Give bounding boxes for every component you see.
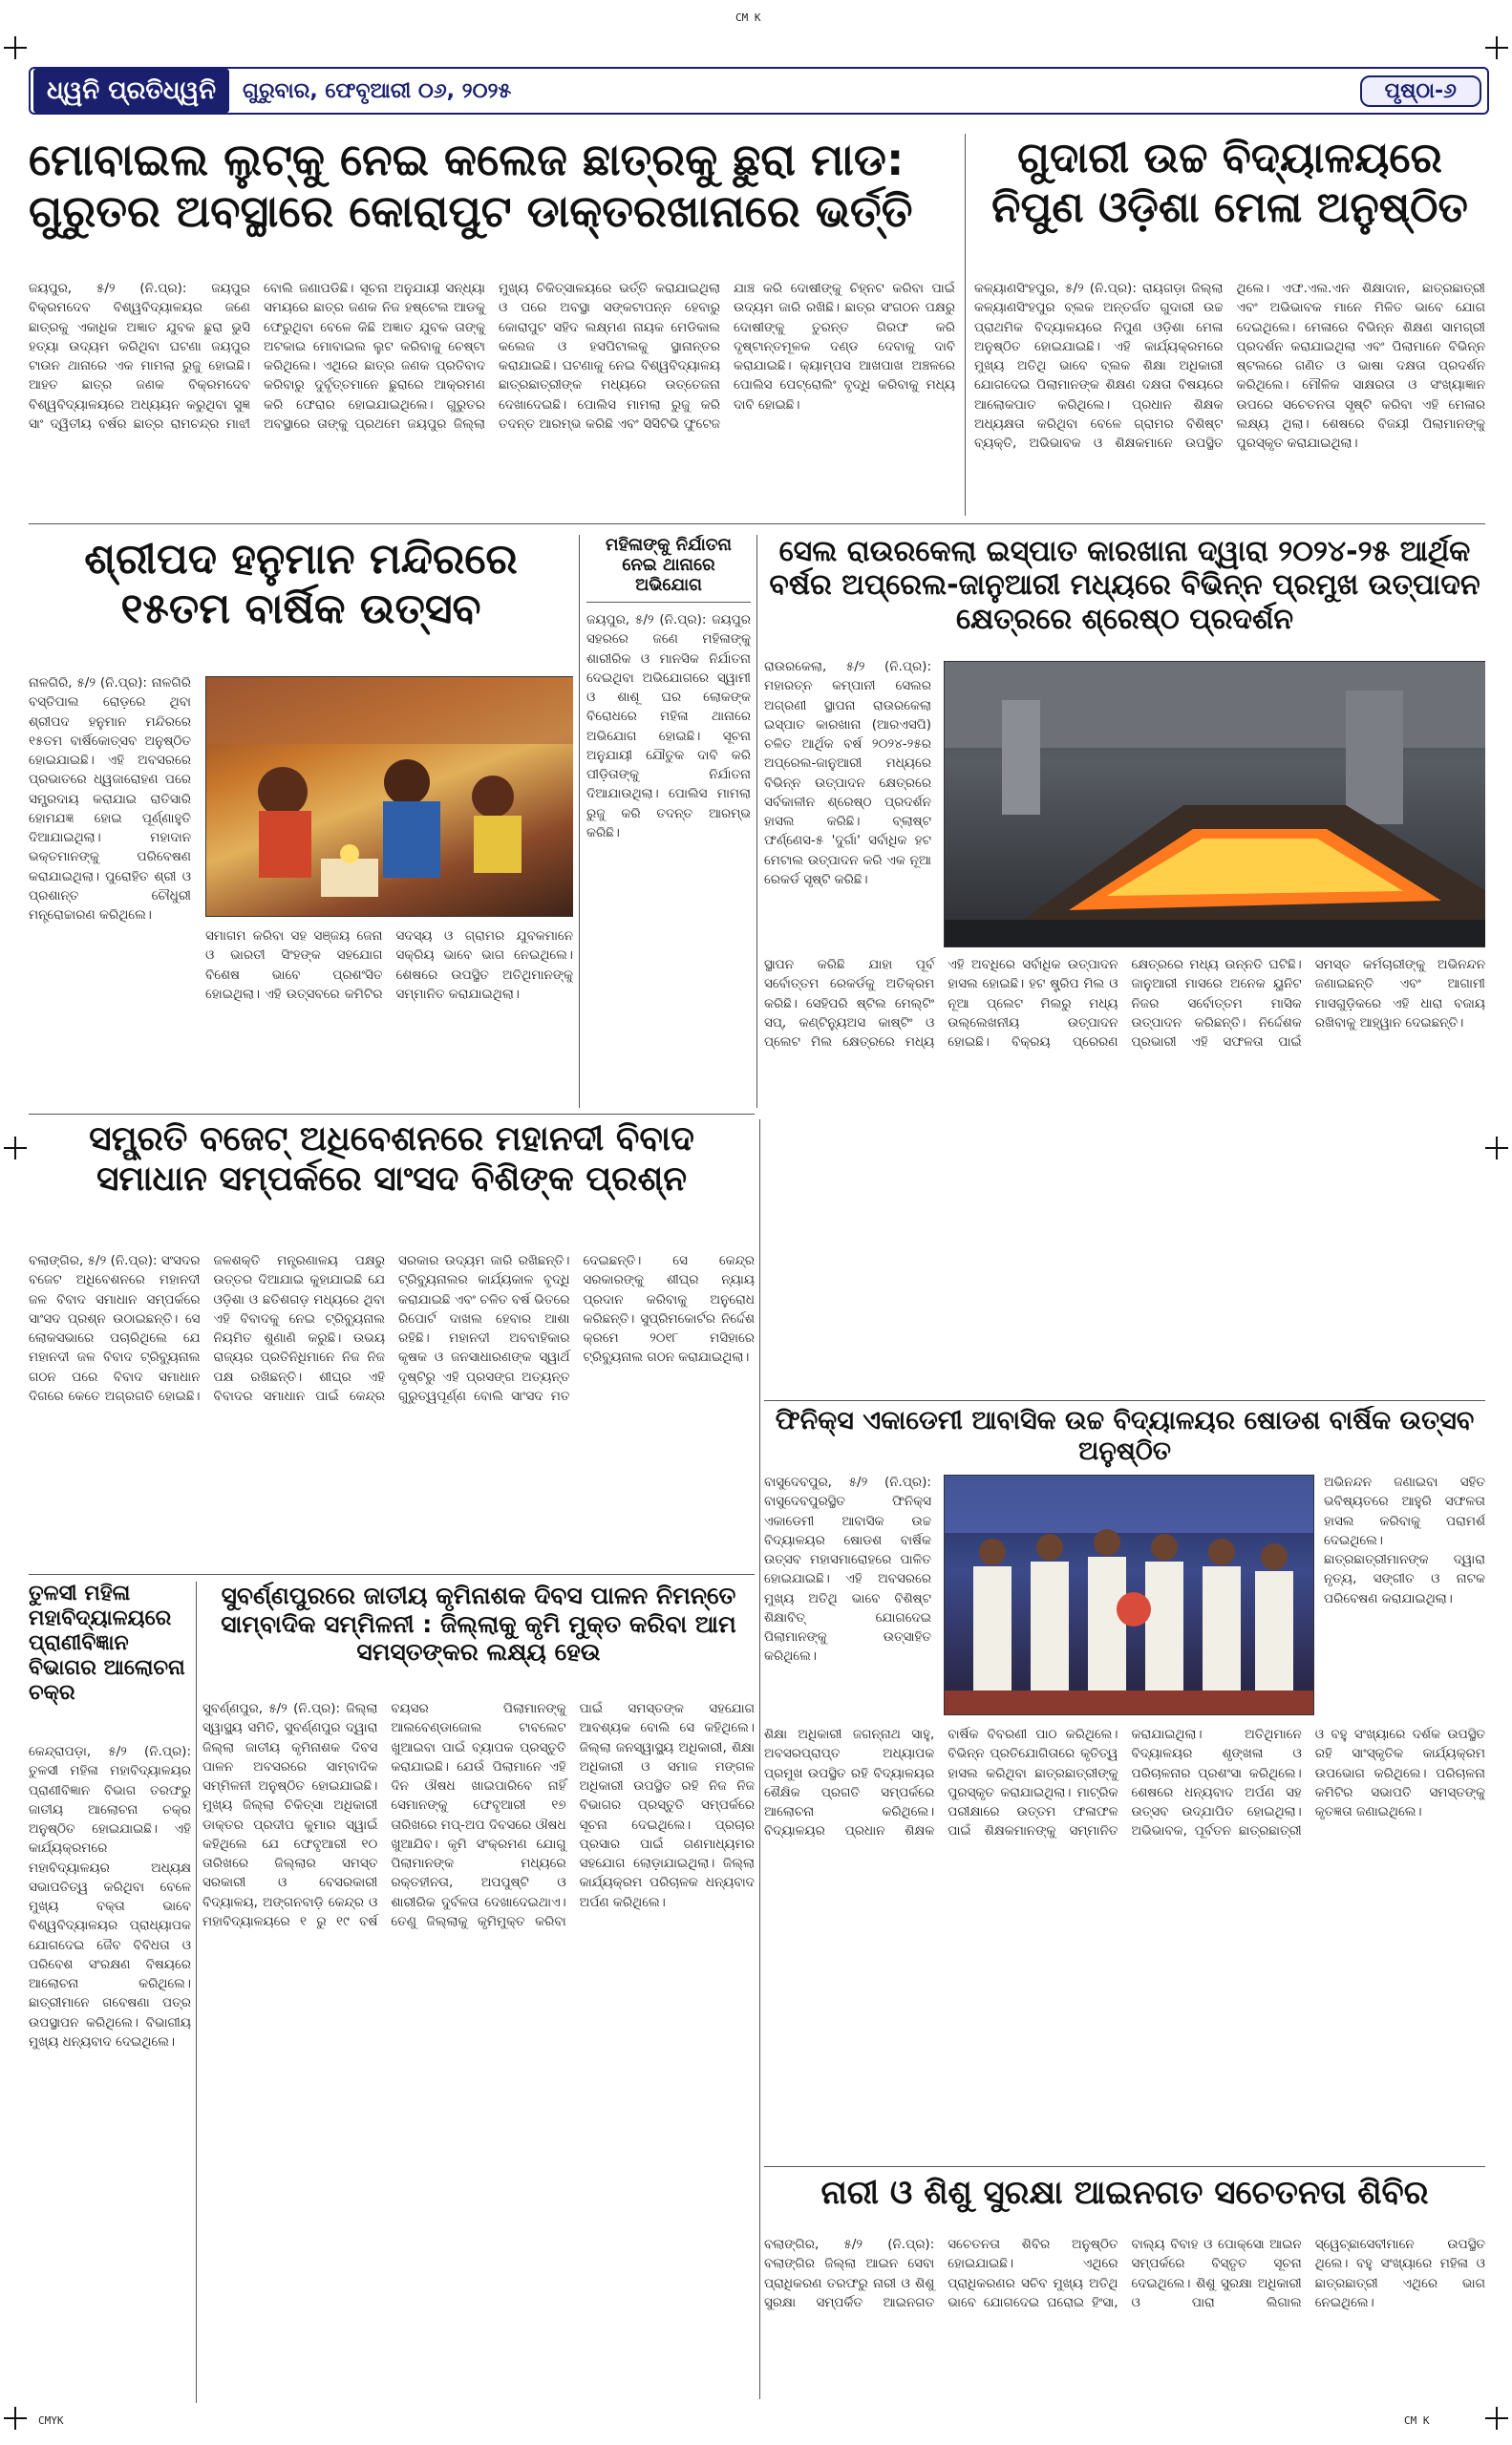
article-legal-awareness xyxy=(764,2174,1485,2399)
article-body-left: ନାଳଗିରି, ୫/୨ (ନି.ପ୍ର): ନାଳଗିରି ବସ୍ତିପାଲ ରୋଡ଼ରେ ଥିବା ଶ୍ରୀପଦ ହନୁମାନ ମନ୍ଦିରରେ ୧୫ତମ ବାର୍ଷିକୋତ୍ସବ ଅନୁଷ୍ଠିତ ହୋଇଯାଇଛି। ଏହି ଅବସରରେ ପ୍ରଭାତରେ ଧ୍ୱଜାରୋହଣ ପରେ ସମ୍ପ୍ରଦାୟ କରାଯାଇ ରାତିସାରି ହୋମଯଜ୍ଞ ହୋଇ ପୂର୍ଣ୍ଣାହୁତି ଦିଆଯାଇଥିଲା। ମହାଦାନ ଭକ୍ତମାନଙ୍କୁ ପରିବେଷଣ କରାଯାଇଥିଲା। ପୁରୋହିତ ଶ୍ରୀ ଓ ପ୍ରଶାନ୍ତ ଚୌଧୁରୀ ମନ୍ତ୍ରୋଚ୍ଚାରଣ କରିଥିଲେ। xyxy=(29,675,191,923)
cmyk-mark-top: CM K xyxy=(735,11,761,24)
registration-cross-icon xyxy=(1485,36,1508,59)
masthead xyxy=(29,67,1489,115)
headline: ସମ୍ପ୍ରତି ବଜେଟ୍ ଅଧିବେଶନରେ ମହାନଦୀ ବିବାଦ ସମାଧାନ ସମ୍ପର୍କରେ ସାଂସଦ ବିଶିଙ୍କ ପ୍ରଶ୍ନ xyxy=(89,1119,694,1200)
registration-cross-icon xyxy=(4,1137,27,1159)
steel-plant-photo xyxy=(944,661,1485,947)
section-divider xyxy=(29,1114,755,1115)
article-nipun-odisha xyxy=(974,134,1485,516)
article-body: ବଲାଙ୍ଗିର, ୫/୨ (ନି.ପ୍ର): ବଲାଙ୍ଗିର ଜିଲ୍ଲା ଆଇନ ସେବା ପ୍ରାଧିକରଣ ତରଫରୁ ନାରୀ ଓ ଶିଶୁ ସୁରକ୍ଷା ସମ୍ପର୍କିତ ଆଇନଗତ ସଚେତନତା ଶିବିର ଅନୁଷ୍ଠିତ ହୋଇଯାଇଛି। ଏଥିରେ ପ୍ରାଧିକରଣର ସଚିବ ମୁଖ୍ୟ ଅତିଥି ଭାବେ ଯୋଗଦେଇ ଘରୋଇ ହିଂସା, ବାଲ୍ୟ ବିବାହ ଓ ପୋକ୍ସୋ ଆଇନ ସମ୍ପର୍କରେ ବିସ୍ତୃତ ସୂଚନା ଦେଇଥିଲେ। ଶିଶୁ ସୁରକ୍ଷା ଅଧିକାରୀ ଓ ପାରା ଲିଗାଲ ସ୍ୱେଚ୍ଛାସେବୀମାନେ ଉପସ୍ଥିତ ଥିଲେ। ବହୁ ସଂଖ୍ୟାରେ ମହିଳା ଓ ଛାତ୍ରଛାତ୍ରୀ ଏଥିରେ ଭାଗ ନେଇଥିଲେ। xyxy=(764,2237,1485,2310)
article-body: ଜୟପୁର, ୫/୨ (ନି.ପ୍ର): ଜୟପୁର ବିକ୍ରମଦେବ ବିଶ୍ୱବିଦ୍ୟାଳୟର ଜଣେ ଛାତ୍ରକୁ ଏକାଧିକ ଅଜ୍ଞାତ ଯୁବକ ଛୁରା ଭୁସି ହତ୍ୟା ଉଦ୍ୟମ କରିଥିବା ଘଟଣା ଜୟପୁର ଟାଉନ ଥାନାରେ ଏକ ମାମଲା ରୁଜୁ ହୋଇଛି। ଆହତ ଛାତ୍ର ଜଣକ ବିକ୍ରମଦେବ ବିଶ୍ୱବିଦ୍ୟାଳୟରେ ଅଧ୍ୟୟନ କରୁଥିବା ସୁଜ୍ଞ ସାଂ ଦ୍ୱିତୀୟ ବର୍ଷର ଛାତ୍ର ରାମଚନ୍ଦ୍ର ମାଝୀ ବୋଲି ଜଣାପଡିଛି। ସୂଚନା ଅନୁଯାୟୀ ସନ୍ଧ୍ୟା ସମୟରେ ଛାତ୍ର ଜଣକ ନିଜ ହଷ୍ଟେଲ ଆଡକୁ ଫେରୁଥିବା ବେଳେ କିଛି ଅଜ୍ଞାତ ଯୁବକ ତାଙ୍କୁ ଅଟକାଇ ମୋବାଇଲ ଲୁଟ କରିବାକୁ ଚେଷ୍ଟା କରିଥିଲେ। ଏଥିରେ ଛାତ୍ର ଜଣକ ପ୍ରତିବାଦ କରିବାରୁ ଦୁର୍ବୃତ୍ତମାନେ ଛୁରାରେ ଆକ୍ରମଣ କରି ଫେରାର ହୋଇଯାଇଥିଲେ। ଗୁରୁତର ଅବସ୍ଥାରେ ତାଙ୍କୁ ପ୍ରଥମେ ଜୟପୁର ଜିଲ୍ଲା ମୁଖ୍ୟ ଚିକିତ୍ସାଳୟରେ ଭର୍ତ୍ତି କରାଯାଇଥିଲା ଓ ପରେ ଅବସ୍ଥା ସଙ୍କଟାପନ୍ନ ହେବାରୁ କୋରାପୁଟ ସହିଦ ଲକ୍ଷ୍ମଣ ନାୟକ ମେଡିକାଲ କଲେଜ ଓ ହସପିଟାଲକୁ ସ୍ଥାନାନ୍ତର କରାଯାଇଛି। ଘଟଣାକୁ ନେଇ ବିଶ୍ୱବିଦ୍ୟାଳୟ ଛାତ୍ରଛାତ୍ରୀଙ୍କ ମଧ୍ୟରେ ଉତ୍ତେଜନା ଦେଖାଦେଇଛି। ପୋଲିସ ମାମଲା ରୁଜୁ କରି ତଦନ୍ତ ଆରମ୍ଭ କରିଛି ଏବଂ ସିସିଟିଭି ଫୁଟେଜ ଯାଞ୍ଚ କରି ଦୋଷୀଙ୍କୁ ଚିହ୍ନଟ କରିବା ପାଇଁ ଉଦ୍ୟମ ଜାରି ରଖିଛି। ଛାତ୍ର ସଂଗଠନ ପକ୍ଷରୁ ଦୋଷୀଙ୍କୁ ତୁରନ୍ତ ଗିରଫ କରି ଦୃଷ୍ଟାନ୍ତମୂଳକ ଦଣ୍ଡ ଦେବାକୁ ଦାବି କରାଯାଇଛି। କ୍ୟାମ୍ପସ ଆଖପାଖ ଅଞ୍ଚଳରେ ପୋଲିସ ପେଟ୍ରୋଲିଂ ବୃଦ୍ଧି କରିବାକୁ ମଧ୍ୟ ଦାବି ହୋଇଛି। xyxy=(29,281,955,432)
headline: ଶ୍ରୀପଦ ହନୁମାନ ମନ୍ଦିରରେ ୧୫ତମ ବାର୍ଷିକ ଉତ୍ସବ xyxy=(84,535,518,633)
section-divider xyxy=(29,1574,755,1575)
article-body: କଳ୍ୟାଣସିଂହପୁର, ୫/୨ (ନି.ପ୍ର): ରାୟଗଡ଼ା ଜିଲ୍ଲା କଳ୍ୟାଣସିଂହପୁର ବ୍ଲକ ଅନ୍ତର୍ଗତ ଗୁଦାରୀ ଉଚ୍ଚ ପ୍ରାଥମିକ ବିଦ୍ୟାଳୟରେ ନିପୁଣ ଓଡ଼ିଶା ମେଳା ଅନୁଷ୍ଠିତ ହୋଇଯାଇଛି। ଏହି କାର୍ଯ୍ୟକ୍ରମରେ ମୁଖ୍ୟ ଅତିଥି ଭାବେ ବ୍ଲକ ଶିକ୍ଷା ଅଧିକାରୀ ଯୋଗଦେଇ ପିଲାମାନଙ୍କ ଶିକ୍ଷଣ ଦକ୍ଷତା ବିଷୟରେ ଆଲୋକପାତ କରିଥିଲେ। ପ୍ରଧାନ ଶିକ୍ଷକ ଅଧ୍ୟକ୍ଷତା କରିଥିବା ବେଳେ ଗ୍ରାମର ବିଶିଷ୍ଟ ବ୍ୟକ୍ତି, ଅଭିଭାବକ ଓ ଶିକ୍ଷକମାନେ ଉପସ୍ଥିତ ଥିଲେ। ଏଫ.ଏଲ.ଏନ ଶିକ୍ଷାଦାନ, ଛାତ୍ରଛାତ୍ରୀ ଏବଂ ଅଭିଭାବକ ମାନେ ମିଳିତ ଭାବେ ଯୋଗ ଦେଇଥିଲେ। ମେଳାରେ ବିଭିନ୍ନ ଶିକ୍ଷଣ ସାମଗ୍ରୀ ପ୍ରଦର୍ଶନ କରାଯାଇଥିଲା ଏବଂ ପିଲାମାନେ ବିଭିନ୍ନ ଷ୍ଟଲରେ ଗଣିତ ଓ ଭାଷା ଦକ୍ଷତା ପ୍ରଦର୍ଶନ କରିଥିଲେ। ମୌଳିକ ସାକ୍ଷରତା ଓ ସଂଖ୍ୟାଜ୍ଞାନ ଉପରେ ସଚେତନତା ସୃଷ୍ଟି କରିବା ଏହି ମେଳାର ଲକ୍ଷ୍ୟ ଥିଲା। ଶେଷରେ ବିଜୟୀ ପିଲାମାନଙ୍କୁ ପୁରସ୍କୃତ କରାଯାଇଥିଲା। xyxy=(974,281,1485,451)
temple-ritual-photo xyxy=(205,676,573,917)
article-deworming-day xyxy=(202,1582,755,2403)
column-rule xyxy=(759,1119,760,2399)
section-divider xyxy=(764,2166,1485,2167)
column-rule xyxy=(965,134,966,516)
dateline: ଗୁରୁବାର, ଫେବୃଆରୀ ୦୬, ୨୦୨୫ xyxy=(243,78,512,103)
headline: ତୁଳସୀ ମହିଳା ମହାବିଦ୍ୟାଳୟରେ ପ୍ରାଣୀବିଜ୍ଞାନ ବିଭାଗର ଆଲୋଚନା ଚକ୍ର xyxy=(29,1582,185,1705)
article-tulasi-college xyxy=(29,1582,191,2403)
article-body-top: ରାଉରକେଲା, ୫/୨ (ନି.ପ୍ର): ମହାରତ୍ନ କମ୍ପାନୀ ସେଲର ଅଗ୍ରଣୀ ସ୍ଥାପନା ରାଉରକେଲା ଇସ୍ପାତ କାରଖାନା (ଆରଏସପି) ଚଳିତ ଆର୍ଥିକ ବର୍ଷ ୨୦୨୪-୨୫ର ଅପ୍ରେଲ-ଜାନୁଆରୀ ମଧ୍ୟରେ ବିଭିନ୍ନ ଉତ୍ପାଦନ କ୍ଷେତ୍ରରେ ସର୍ବକାଳୀନ ଶ୍ରେଷ୍ଠ ପ୍ରଦର୍ଶନ ହାସଲ କରିଛି। ବ୍ଲାଷ୍ଟ ଫର୍ଣ୍ଣେସ-୫ 'ଦୁର୍ଗା' ସର୍ବାଧିକ ହଟ ମେଟାଲ ଉତ୍ପାଦନ କରି ଏକ ନୂଆ ରେକର୍ଡ ସୃଷ୍ଟି କରିଛି। xyxy=(764,659,931,887)
newspaper-brand: ଧ୍ୱନି ପ୍ରତିଧ୍ୱନି xyxy=(33,69,229,113)
headline: ସୁବର୍ଣ୍ଣପୁରରେ ଜାତୀୟ କୃମିନାଶକ ଦିବସ ପାଳନ ନିମନ୍ତେ ସାମ୍ବାଦିକ ସମ୍ମିଳନୀ : ଜିଲ୍ଲାକୁ କୃମି ମୁକ୍ତ କରିବା ଆମ ସମସ୍ତଙ୍କର ଲକ୍ଷ୍ୟ ହେଉ xyxy=(221,1582,736,1666)
headline: ସେଲ ରାଉରକେଲା ଇସ୍ପାତ କାରଖାନା ଦ୍ୱାରା ୨୦୨୪-୨୫ ଆର୍ଥିକ ବର୍ଷର ଅପ୍ରେଲ-ଜାନୁଆରୀ ମଧ୍ୟରେ ବିଭିନ୍ନ ପ୍ରମୁଖ ଉତ୍ପାଦନ କ୍ଷେତ୍ରରେ ଶ୍ରେଷ୍ଠ ପ୍ରଦର୍ଶନ xyxy=(769,535,1480,636)
column-rule xyxy=(196,1582,197,2403)
article-body: ବଲାଙ୍ଗିର, ୫/୨ (ନି.ପ୍ର): ସଂସଦର ବଜେଟ ଅଧିବେଶନରେ ମହାନଦୀ ଜଳ ବିବାଦ ସମାଧାନ ସମ୍ପର୍କରେ ସାଂସଦ ପ୍ରଶ୍ନ ଉଠାଇଛନ୍ତି। ସେ ଲୋକସଭାରେ ପଚାରିଥିଲେ ଯେ ମହାନଦୀ ଜଳ ବିବାଦ ଟ୍ରିବ୍ୟୁନାଲ ଗଠନ ପରେ ବିବାଦ ସମାଧାନ ଦିଗରେ କେତେ ଅଗ୍ରଗତି ହୋଇଛି। ଜଳଶକ୍ତି ମନ୍ତ୍ରଣାଳୟ ପକ୍ଷରୁ ଉତ୍ତର ଦିଆଯାଇ କୁହାଯାଇଛି ଯେ ଓଡ଼ିଶା ଓ ଛତିଶଗଡ଼ ମଧ୍ୟରେ ଥିବା ଏହି ବିବାଦକୁ ନେଇ ଟ୍ରିବ୍ୟୁନାଲ ନିୟମିତ ଶୁଣାଣି କରୁଛି। ଉଭୟ ରାଜ୍ୟର ପ୍ରତିନିଧିମାନେ ନିଜ ନିଜ ପକ୍ଷ ରଖିଛନ୍ତି। ଶୀଘ୍ର ଏହି ବିବାଦର ସମାଧାନ ପାଇଁ କେନ୍ଦ୍ର ସରକାର ଉଦ୍ୟମ ଜାରି ରଖିଛନ୍ତି। ଟ୍ରିବ୍ୟୁନାଲର କାର୍ଯ୍ୟକାଳ ବୃଦ୍ଧି କରାଯାଇଛି ଏବଂ ଚଳିତ ବର୍ଷ ଭିତରେ ରିପୋର୍ଟ ଦାଖଲ ହେବାର ଆଶା ରହିଛି। ମହାନଦୀ ଅବବାହିକାର କୃଷକ ଓ ଜନସାଧାରଣଙ୍କ ସ୍ୱାର୍ଥ ଦୃଷ୍ଟିରୁ ଏହି ପ୍ରସଙ୍ଗ ଅତ୍ୟନ୍ତ ଗୁରୁତ୍ୱପୂର୍ଣ୍ଣ ବୋଲି ସାଂସଦ ମତ ଦେଇଛନ୍ତି। ସେ କେନ୍ଦ୍ର ସରକାରଙ୍କୁ ଶୀଘ୍ର ନ୍ୟାୟ ପ୍ରଦାନ କରିବାକୁ ଅନୁରୋଧ କରିଛନ୍ତି। ସୁପ୍ରିମକୋର୍ଟର ନିର୍ଦ୍ଦେଶ କ୍ରମେ ୨୦୧୮ ମସିହାରେ ଟ୍ରିବ୍ୟୁନାଲ ଗଠନ କରାଯାଇଥିଲା। xyxy=(29,1253,755,1404)
article-body-bottom: ଶିକ୍ଷା ଅଧିକାରୀ ଜଗନ୍ନାଥ ସାହୁ, ଅବସରପ୍ରାପ୍ତ ଅଧ୍ୟାପକ ପ୍ରମୁଖ ଉପସ୍ଥିତ ରହି ବିଦ୍ୟାଳୟର ଶୈକ୍ଷିକ ପ୍ରଗତି ସମ୍ପର୍କରେ ଆଲୋଚନା କରିଥିଲେ। ବିଦ୍ୟାଳୟର ପ୍ରଧାନ ଶିକ୍ଷକ ବାର୍ଷିକ ବିବରଣୀ ପାଠ କରିଥିଲେ। ବିଭିନ୍ନ ପ୍ରତିଯୋଗିତାରେ କୃତିତ୍ୱ ହାସଲ କରିଥିବା ଛାତ୍ରଛାତ୍ରୀଙ୍କୁ ପୁରସ୍କୃତ କରାଯାଇଥିଲା। ମାଟ୍ରିକ ପରୀକ୍ଷାରେ ଉତ୍ତମ ଫଳାଫଳ ପାଇଁ ଶିକ୍ଷକମାନଙ୍କୁ ସମ୍ମାନିତ କରାଯାଇଥିଲା। ଅତିଥିମାନେ ବିଦ୍ୟାଳୟର ଶୃଙ୍ଖଳା ଓ ପରିଚାଳନାର ପ୍ରଶଂସା କରିଥିଲେ। ଶେଷରେ ଧନ୍ୟବାଦ ଅର୍ପଣ ସହ ଉତ୍ସବ ଉଦ୍ଯାପିତ ହୋଇଥିଲା। ଅଭିଭାବକ, ପୂର୍ବତନ ଛାତ୍ରଛାତ୍ରୀ ଓ ବହୁ ସଂଖ୍ୟାରେ ଦର୍ଶକ ଉପସ୍ଥିତ ରହି ସାଂସ୍କୃତିକ କାର୍ଯ୍ୟକ୍ରମ ଉପଭୋଗ କରିଥିଲେ। ପରିଚାଳନା କମିଟିର ସଭାପତି ସମସ୍ତଙ୍କୁ କୃତଜ୍ଞତା ଜଣାଇଥିଲେ। xyxy=(764,1727,1485,1839)
cmyk-mark-bottom-left: CMYK xyxy=(38,2414,64,2427)
headline: ମୋବାଇଲ ଲୁଟ୍‌କୁ ନେଇ କଲେଜ ଛାତ୍ରକୁ ଛୁରା ମାଡ: ଗୁରୁତର ଅବସ୍ଥାରେ କୋରାପୁଟ ଡାକ୍ତରଖାନାରେ ଭର୍ତ୍ତି xyxy=(29,134,913,238)
headline: ଫିନିକ୍ସ ଏକାଡେମୀ ଆବାସିକ ଉଚ୍ଚ ବିଦ୍ୟାଳୟର ଷୋଡଶ ବାର୍ଷିକ ଉତ୍ସବ ଅନୁଷ୍ଠିତ xyxy=(775,1406,1475,1466)
article-mahanadi-dispute xyxy=(29,1119,755,1568)
stage-felicitation-illustration xyxy=(945,1476,1313,1714)
school-function-photo xyxy=(944,1475,1314,1715)
headline: ମହିଳାଙ୍କୁ ନିର୍ଯାତନା ନେଇ ଥାନାରେ ଅଭିଯୋଗ xyxy=(586,535,751,603)
article-body-top: ବାସୁଦେବପୁର, ୫/୨ (ନି.ପ୍ର): ବାସୁଦେବପୁରସ୍ଥିତ ଫିନିକ୍ସ ଏକାଡେମୀ ଆବାସିକ ଉଚ୍ଚ ବିଦ୍ୟାଳୟର ଷୋଡଶ ବାର୍ଷିକ ଉତ୍ସବ ମହାସମାରୋହରେ ପାଳିତ ହୋଇଯାଇଛି। ଏହି ଅବସରରେ ମୁଖ୍ୟ ଅତିଥି ଭାବେ ବିଶିଷ୍ଟ ଶିକ୍ଷାବିତ୍ ଯୋଗଦେଇ ପିଲାମାନଙ୍କୁ ଉତ୍ସାହିତ କରିଥିଲେ। xyxy=(764,1475,931,1665)
article-body-right: ସମାଗମ କରିବା ସହ ସଞ୍ଜୟ ଜେନା ଓ ଭାରତୀ ସିଂହଙ୍କ ସହଯୋଗ ବିଶେଷ ଭାବେ ପ୍ରଶଂସିତ ହୋଇଥିଲା। ଏହି ଉତ୍ସବରେ କମିଟିର ସଦସ୍ୟ ଓ ଗ୍ରାମର ଯୁବକମାନେ ସକ୍ରିୟ ଭାବେ ଭାଗ ନେଇଥିଲେ। ଶେଷରେ ଉପସ୍ଥିତ ଅତିଥିମାନଙ୍କୁ ସମ୍ମାନିତ କରାଯାଇଥିଲା। xyxy=(205,928,573,1002)
column-rule xyxy=(579,535,580,1108)
article-harassment-complaint xyxy=(586,535,751,1108)
article-hanuman-temple xyxy=(29,535,573,1108)
registration-cross-icon xyxy=(4,2407,27,2430)
article-body-right: ଅଭିନନ୍ଦନ ଜଣାଇବା ସହିତ ଭବିଷ୍ୟତରେ ଆହୁରି ସଫଳତା ହାସଲ କରିବାକୁ ପରାମର୍ଶ ଦେଇଥିଲେ। ଛାତ୍ରଛାତ୍ରୀମାନଙ୍କ ଦ୍ୱାରା ନୃତ୍ୟ, ସଙ୍ଗୀତ ଓ ନାଟକ ପରିବେଷଣ କରାଯାଇଥିଲା। xyxy=(1324,1475,1485,1606)
registration-cross-icon xyxy=(1485,1137,1508,1159)
column-rule xyxy=(756,535,757,1108)
steel-mill-illustration xyxy=(945,662,1485,946)
section-divider xyxy=(764,1400,1485,1401)
headline: ଗୁଦାରୀ ଉଚ୍ଚ ବିଦ୍ୟାଳୟରେ ନିପୁଣ ଓଡ଼ିଶା ମେଳା ଅନୁଷ୍ଠିତ xyxy=(991,134,1468,232)
article-body-bottom: ସ୍ଥାପନ କରିଛି ଯାହା ପୂର୍ବ ସର୍ବୋତ୍ତମ ରେକର୍ଡକୁ ଅତିକ୍ରମ କରିଛି। ସେହିପରି ଷ୍ଟିଲ ମେଲ୍ଟିଂ ସପ୍, କଣ୍ଟିନ୍ୟୁଅସ କାଷ୍ଟିଂ ଓ ପ୍ଲେଟ ମିଲ କ୍ଷେତ୍ରରେ ମଧ୍ୟ ଏହି ଅବଧିରେ ସର୍ବାଧିକ ଉତ୍ପାଦନ ହାସଲ ହୋଇଛି। ହଟ ଷ୍ଟ୍ରିପ ମିଲ ଓ ନୂଆ ପ୍ଲେଟ ମିଲରୁ ମଧ୍ୟ ଉଲ୍ଲେଖନୀୟ ଉତ୍ପାଦନ ହୋଇଛି। ବିକ୍ରୟ ପ୍ରେରଣ କ୍ଷେତ୍ରରେ ମଧ୍ୟ ଉନ୍ନତି ଘଟିଛି। ଜାନୁଆରୀ ମାସରେ ଅନେକ ୟୁନିଟ ନିଜର ସର୍ବୋତ୍ତମ ମାସିକ ଉତ୍ପାଦନ କରିଛନ୍ତି। ନିର୍ଦ୍ଦେଶକ ପ୍ରଭାରୀ ଏହି ସଫଳତା ପାଇଁ ସମସ୍ତ କର୍ମଚାରୀଙ୍କୁ ଅଭିନନ୍ଦନ ଜଣାଇଛନ୍ତି ଏବଂ ଆଗାମୀ ମାସଗୁଡ଼ିକରେ ଏହି ଧାରା ବଜାୟ ରଖିବାକୁ ଆହ୍ୱାନ ଦେଇଛନ୍ତି। xyxy=(764,957,1485,1050)
cmyk-mark-bottom-right: CM K xyxy=(1404,2414,1430,2427)
article-phoenix-academy xyxy=(764,1406,1485,2160)
article-body: କେନ୍ଦ୍ରାପଡ଼ା, ୫/୨ (ନି.ପ୍ର): ତୁଳସୀ ମହିଳା ମହାବିଦ୍ୟାଳୟର ପ୍ରାଣୀବିଜ୍ଞାନ ବିଭାଗ ତରଫରୁ ଜାତୀୟ ଆଲୋଚନା ଚକ୍ର ଅନୁଷ୍ଠିତ ହୋଇଯାଇଛି। ଏହି କାର୍ଯ୍ୟକ୍ରମରେ ମହାବିଦ୍ୟାଳୟର ଅଧ୍ୟକ୍ଷ ସଭାପତିତ୍ୱ କରିଥିବା ବେଳେ ମୁଖ୍ୟ ବକ୍ତା ଭାବେ ବିଶ୍ୱବିଦ୍ୟାଳୟର ପ୍ରାଧ୍ୟାପକ ଯୋଗଦେଇ ଜୈବ ବିବିଧତା ଓ ପରିବେଶ ସଂରକ୍ଷଣ ବିଷୟରେ ଆଲୋଚନା କରିଥିଲେ। ଛାତ୍ରୀମାନେ ଗବେଷଣା ପତ୍ର ଉପସ୍ଥାପନ କରିଥିଲେ। ବିଭାଗୀୟ ମୁଖ୍ୟ ଧନ୍ୟବାଦ ଦେଇଥିଲେ। xyxy=(29,1744,191,2050)
article-sail-rourkela xyxy=(764,535,1485,1108)
headline: ନାରୀ ଓ ଶିଶୁ ସୁରକ୍ଷା ଆଇନଗତ ସଚେତନତା ଶିବିର xyxy=(820,2174,1429,2212)
article-body: ଜୟପୁର, ୫/୨ (ନି.ପ୍ର): ଜୟପୁର ସହରରେ ଜଣେ ମହିଳାଙ୍କୁ ଶାରୀରିକ ଓ ମାନସିକ ନିର୍ଯାତନା ଦେଇଥିବା ଅଭିଯୋଗରେ ସ୍ୱାମୀ ଓ ଶାଶୂ ଘର ଲୋକଙ୍କ ବିରୋଧରେ ମହିଳା ଥାନାରେ ଅଭିଯୋଗ ହୋଇଛି। ସୂଚନା ଅନୁଯାୟୀ ଯୌତୁକ ଦାବି କରି ପୀଡ଼ିତାଙ୍କୁ ନିର୍ଯାତନା ଦିଆଯାଉଥିଲା। ପୋଲିସ ମାମଲା ରୁଜୁ କରି ତଦନ୍ତ ଆରମ୍ଭ କରିଛି। xyxy=(586,612,751,840)
registration-cross-icon xyxy=(1485,2407,1508,2430)
section-divider xyxy=(29,523,1485,524)
article-mobile-loot xyxy=(29,134,955,516)
temple-photo-illustration xyxy=(206,677,573,916)
article-body: ସୁବର୍ଣ୍ଣପୁର, ୫/୨ (ନି.ପ୍ର): ଜିଲ୍ଲା ସ୍ୱାସ୍ଥ୍ୟ ସମିତି, ସୁବର୍ଣ୍ଣପୁର ଦ୍ୱାରା ଜିଲ୍ଲା ଜାତୀୟ କୃମିନାଶକ ଦିବସ ପାଳନ ଅବସରରେ ସାମ୍ବାଦିକ ସମ୍ମିଳନୀ ଅନୁଷ୍ଠିତ ହୋଇଯାଇଛି। ମୁଖ୍ୟ ଜିଲ୍ଲା ଚିକିତ୍ସା ଅଧିକାରୀ ଡାକ୍ତର ପ୍ରଦୀପ କୁମାର ସ୍ୱାଇଁ କହିଥିଲେ ଯେ ଫେବୃଆରୀ ୧୦ ତାରିଖରେ ଜିଲ୍ଲାର ସମସ୍ତ ସରକାରୀ ଓ ବେସରକାରୀ ବିଦ୍ୟାଳୟ, ଅଙ୍ଗନବାଡ଼ି କେନ୍ଦ୍ର ଓ ମହାବିଦ୍ୟାଳୟରେ ୧ ରୁ ୧୯ ବର୍ଷ ବୟସର ପିଲାମାନଙ୍କୁ ଆଲବେଣ୍ଡାଜୋଲ ଟାବଲେଟ ଖୁଆଇବା ପାଇଁ ବ୍ୟାପକ ପ୍ରସ୍ତୁତି କରାଯାଇଛି। ଯେଉଁ ପିଲାମାନେ ଏହି ଦିନ ଔଷଧ ଖାଇପାରିବେ ନାହିଁ ସେମାନଙ୍କୁ ଫେବୃଆରୀ ୧୭ ତାରିଖରେ ମପ୍-ଅପ ଦିବସରେ ଔଷଧ ଖୁଆଯିବ। କୃମି ସଂକ୍ରମଣ ଯୋଗୁ ପିଲାମାନଙ୍କ ମଧ୍ୟରେ ରକ୍ତହୀନତା, ଅପପୁଷ୍ଟି ଓ ଶାରୀରିକ ଦୁର୍ବଳତା ଦେଖାଦେଇଥାଏ। ତେଣୁ ଜିଲ୍ଲାକୁ କୃମିମୁକ୍ତ କରିବା ପାଇଁ ସମସ୍ତଙ୍କ ସହଯୋଗ ଆବଶ୍ୟକ ବୋଲି ସେ କହିଥିଲେ। ଜିଲ୍ଲା ଜନସ୍ୱାସ୍ଥ୍ୟ ଅଧିକାରୀ, ଶିକ୍ଷା ଅଧିକାରୀ ଓ ସମାଜ ମଙ୍ଗଳ ଅଧିକାରୀ ଉପସ୍ଥିତ ରହି ନିଜ ନିଜ ବିଭାଗର ପ୍ରସ୍ତୁତି ସମ୍ପର୍କରେ ସୂଚନା ଦେଇଥିଲେ। ପ୍ରଚାର ପ୍ରସାର ପାଇଁ ଗଣମାଧ୍ୟମର ସହଯୋଗ ଲୋଡ଼ାଯାଇଥିଲା। ଜିଲ୍ଲା କାର୍ଯ୍ୟକ୍ରମ ପରିଚାଳକ ଧନ୍ୟବାଦ ଅର୍ପଣ କରିଥିଲେ। xyxy=(202,1701,755,1929)
registration-cross-icon xyxy=(4,36,27,59)
page-number: ପୃଷ୍ଠା-୬ xyxy=(1360,75,1481,107)
